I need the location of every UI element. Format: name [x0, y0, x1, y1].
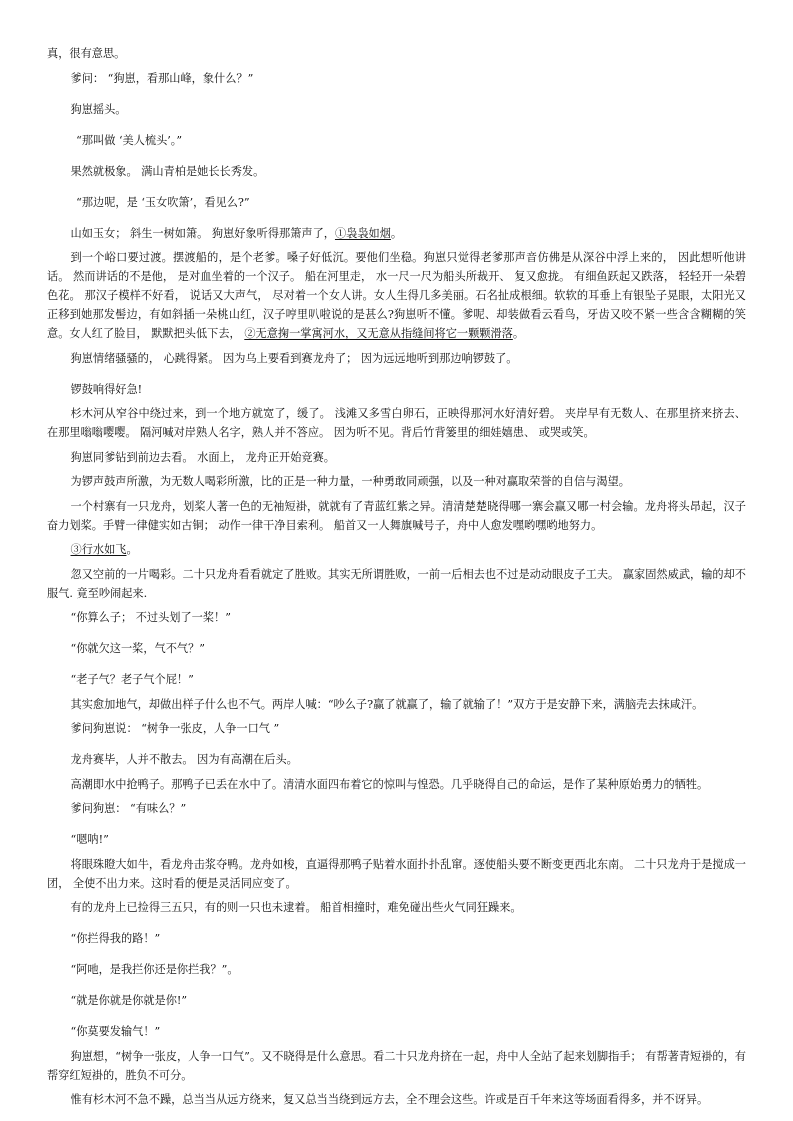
paragraph: 将眼珠瞪大如牛，看龙舟击浆夺鸭。龙舟如梭，直逼得那鸭子贴着水面扑扑乱窜。逐使船头要不断变更西北东南。 二十只龙舟于是搅成一团， 全使不出力来。这时看的便是灵活同应变了。	[47, 857, 746, 890]
paragraph: “就是你就是你就是你!”	[70, 994, 188, 1007]
paragraph: 果然就极象。 满山青柏是她长长秀发。	[70, 164, 265, 178]
paragraph: “老子气？老子气个屁！”	[70, 673, 194, 686]
paragraph	[47, 224, 746, 243]
underlined-phrase: ③行水如飞	[70, 543, 127, 556]
paragraph: 为锣声鼓声所激，为无数人喝彩所激，比的正是一种力量，一种勇敢同顽强，以及一种对赢取荣誉的自信与渴望。	[70, 475, 630, 488]
text-segment: 到一个峪口要过渡。摆渡船的，是个老爹。嗓子好低沉。要他们坐稳。狗崽只觉得老爹那声音仿佛是从深谷中浮上来的， 因此想听他讲话。 然而讲话的不是他， 是对血坐着的一个汉子。 船在河里走， 水一尺一尺为船头所裁开、 复又愈拢。 有细鱼跃起又跌落， 轻轻开一朵碧色花。 那汉子模样不好看， 说话又大声气， 尽对着一个女人讲。女人生得几多美丽。石名扯成根细。软软的耳垂上有银坠子晃眼，太阳光又正移到她那发髻边，有如斜插一朵桃山红，汉子哼里叭啦说的是甚么?狗崽听不懂。爹呢、却装做看云看鸟，牙齿又咬不紧一些含含糊糊的笑意。女人红了脸目， 默默把头低下去，	[47, 251, 746, 340]
paragraph: 狗崽同爹钻到前边去看。 水面上， 龙舟正开始竞赛。	[70, 450, 335, 464]
text-segment: 。	[390, 226, 403, 240]
paragraph: “你拦得我的路！”	[70, 932, 161, 945]
paragraph	[47, 248, 746, 343]
underlined-phrase: ①袅袅如烟	[334, 226, 391, 240]
paragraph: 惟有杉木河不急不躁，总当当从远方绕来，复又总当当绕到远方去，全不理会这些。许或是百千年来这等场面看得多，并不讶异。	[70, 1093, 709, 1106]
paragraph: 爹问狗崽说： “树争一张皮，人争一口气 ”	[70, 722, 280, 735]
text-segment: 。	[126, 543, 138, 556]
paragraph: “你就欠这一桨，气不气？”	[70, 642, 206, 655]
paragraph: 杉木河从窄谷中绕过来，到一个地方就宽了，缓了。 浅滩又多雪白卵石，正映得那河水好清好碧。 夹岸早有无数人、在那里挤来挤去、在那里嗡嗡嘤嘤。 隔河喊对岸熟人名字，熟人并不答应。 因为听不见。背后竹背篓里的细娃嬉患、 或哭或笑。	[47, 407, 746, 439]
paragraph: 锣鼓响得好急!	[70, 382, 143, 396]
paragraph: “嗯呐!”	[70, 833, 109, 846]
paragraph: 狗崽摇头。	[70, 102, 127, 116]
paragraph: “那边呢，是 ‘玉女吹箫’，看见么?”	[76, 195, 250, 209]
paragraph: 高潮即水中抢鸭子。那鸭子已丢在水中了。清清水面四布着它的惊叫与惶恐。几乎晓得自己的命运，是作了某种原始勇力的牺牲。	[70, 777, 709, 791]
paragraph: 其实愈加地气，却做出样子什么也不气。两岸人喊：“吵么子?赢了就赢了，输了就输了！”双方于是安静下来，满脑壳去抹咸汗。	[70, 697, 704, 711]
paragraph: 忽又空前的一片喝彩。二十只龙舟看看就定了胜败。其实无所谓胜败，一前一后相去也不过是动动眼皮子工夫。 赢家固然威武，输的却不服气. 竟至吵闹起来.	[47, 567, 746, 600]
paragraph: 爹问狗崽： “有味么？”	[70, 802, 187, 815]
paragraph: “你算么子； 不过头划了一桨！”	[70, 611, 231, 624]
paragraph: 真，很有意思。	[47, 47, 126, 60]
paragraph: 狗崽情绪骚骚的， 心跳得紧。 因为乌上要看到赛龙舟了； 因为远远地听到那边响锣鼓了。	[70, 351, 518, 365]
paragraph: 爹问： “狗崽，看那山峰，象什么？”	[70, 71, 254, 85]
paragraph: “你莫要发输气！”	[70, 1025, 161, 1038]
paragraph: 一个村寨有一只龙舟，划桨人著一色的无袖短褂，就就有了青蓝红紫之异。清清楚楚晓得哪一寨会赢又哪一村会输。龙舟将头昂起，汉子奋力划桨。手臂一律健实如古铜； 动作一律干净目索利。 船首又一人舞旗喊号子，舟中人愈发嘿哟嘿哟地努力。	[47, 499, 746, 532]
paragraph	[47, 540, 746, 559]
paragraph: 有的龙舟上已捡得三五只，有的则一只也未逮着。 船首相撞时，难免碰出些火气同狂躁来。	[70, 901, 522, 914]
paragraph: 龙舟赛毕，人并不散去。 因为有高潮在后头。	[70, 753, 298, 766]
paragraph: “阿吔，是我拦你还是你拦我？”。	[70, 963, 239, 976]
text-segment: 。	[512, 327, 525, 340]
underlined-phrase: ②无意掬一掌寓河水，又无意从指缝间将它一颗颗滑落	[244, 327, 513, 340]
paragraph: 狗崽想，“树争一张皮，人争一口气”。又不晓得是什么意思。看二十只龙舟挤在一起，舟中人全站了起来划脚指手； 有帮著青短褂的，有帮穿红短褂的，胜负不可分。	[47, 1049, 746, 1082]
paragraph: “那叫做 ‘美人梳头’。”	[76, 133, 183, 147]
text-segment: 山如玉女； 斜生一树如箫。 狗崽好象听得那箫声了，	[70, 226, 335, 240]
